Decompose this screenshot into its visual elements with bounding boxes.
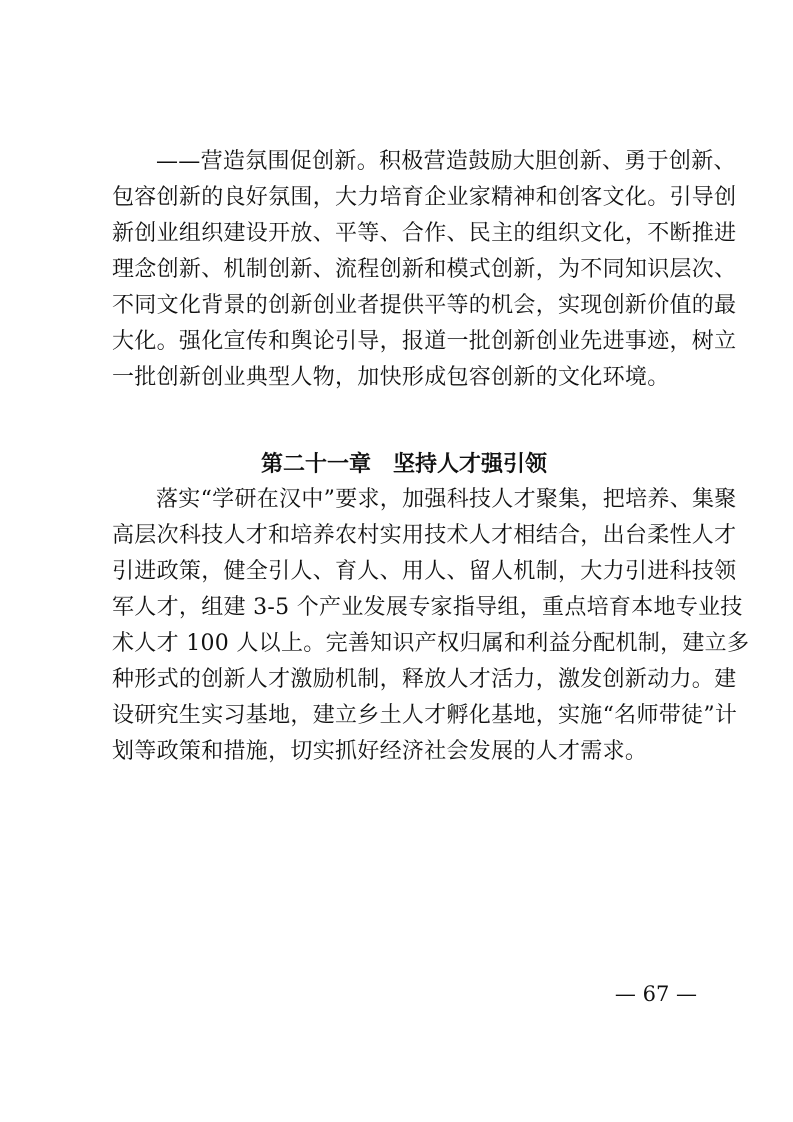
paragraph-line: 引进政策，健全引人、育人、用人、留人机制，大力引进科技领 xyxy=(112,559,737,584)
page-number: — 67 — xyxy=(614,982,697,1006)
paragraph-line: 设研究生实习基地，建立乡土人才孵化基地，实施“名师带徒”计 xyxy=(112,703,738,728)
paragraph-line: ——营造氛围促创新。积极营造鼓励大胆创新、勇于创新、 xyxy=(156,149,736,174)
paragraph-line: 落实“学研在汉中”要求，加强科技人才聚集，把培养、集聚 xyxy=(156,487,737,512)
paragraph-line: 种形式的创新人才激励机制，释放人才活力，激发创新动力。建 xyxy=(112,667,737,692)
paragraph-line: 大化。强化宣传和舆论引导，报道一批创新创业先进事迹，树立 xyxy=(112,329,737,354)
paragraph-line: 包容创新的良好氛围，大力培育企业家精神和创客文化。引导创 xyxy=(112,185,737,210)
paragraph-line: 不同文化背景的创新创业者提供平等的机会，实现创新价值的最 xyxy=(112,293,737,318)
chapter-heading: 第二十一章 坚持人才强引领 xyxy=(260,452,547,477)
paragraph-line: 术人才 100 人以上。完善知识产权归属和利益分配机制，建立多 xyxy=(112,631,750,656)
paragraph-line: 划等政策和措施，切实抓好经济社会发展的人才需求。 xyxy=(112,739,648,764)
paragraph-line: 高层次科技人才和培养农村实用技术人才相结合，出台柔性人才 xyxy=(112,523,737,548)
paragraph-line: 军人才，组建 3-5 个产业发展专家指导组，重点培育本地专业技 xyxy=(112,595,743,620)
paragraph-line: 新创业组织建设开放、平等、合作、民主的组织文化，不断推进 xyxy=(112,221,737,246)
paragraph-line: 理念创新、机制创新、流程创新和模式创新，为不同知识层次、 xyxy=(112,257,737,282)
paragraph-line: 一批创新创业典型人物，加快形成包容创新的文化环境。 xyxy=(112,365,670,390)
